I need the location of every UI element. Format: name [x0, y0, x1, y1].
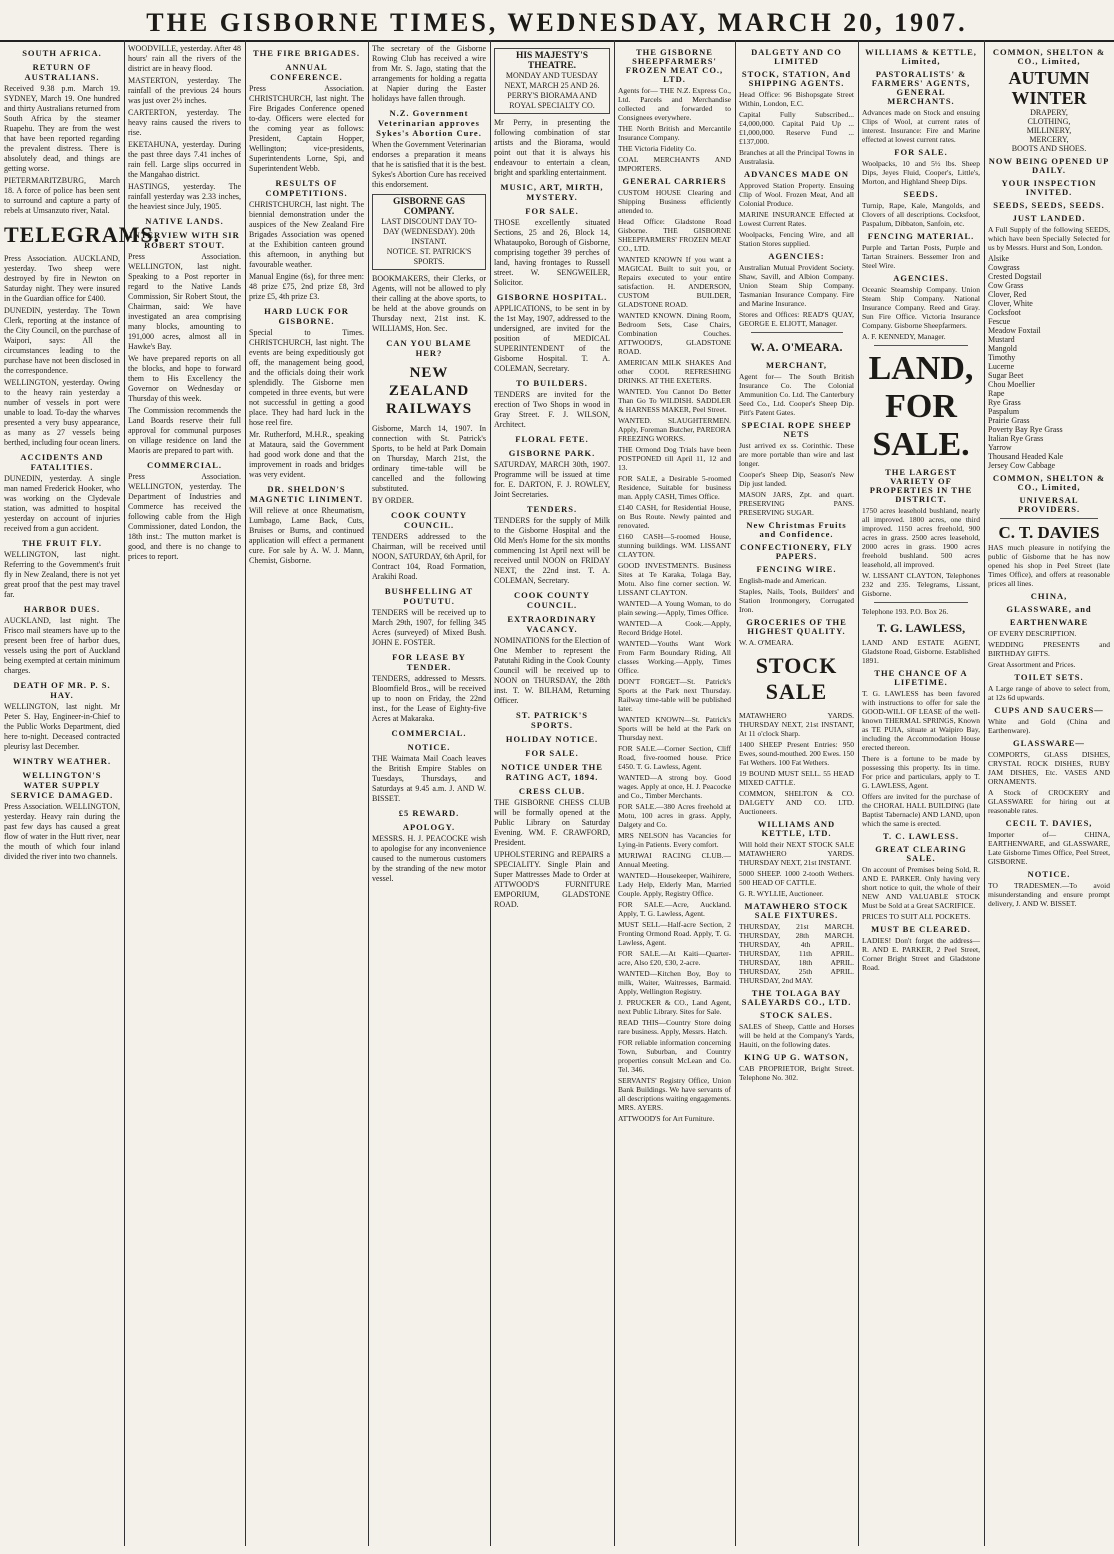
ad-text: GOOD INVESTMENTS. Business Sites at Te Karaka, Tolaga Bay, Motu. Also fine corner section. W. LISSANT CLAYTON. [618, 561, 731, 597]
headline: FLORAL FETE. [515, 434, 589, 444]
list-item: Jersey Cow Cabbage [988, 461, 1056, 470]
stock-sale-title: STOCK SALE [755, 653, 838, 704]
headline: GISBORNE HOSPITAL. [496, 292, 608, 302]
headline: SPECIAL ROPE SHEEP NETS [741, 420, 852, 439]
ad-text: £140 CASH, for Residential House, on Bus Route. Newly painted and renovated. [618, 503, 731, 530]
headline: FENCING WIRE. [756, 564, 837, 574]
list-item: Thousand Headed Kale [988, 452, 1064, 461]
land-for-sale-title: SALE. [872, 426, 970, 463]
headline: THE FIRE BRIGADES. [252, 48, 361, 58]
headline: SOUTH AFRICA. [22, 48, 102, 58]
ad-text: AMERICAN MILK SHAKES And other COOL REFRESHING DRINKS. AT THE EXETERS. [618, 358, 731, 385]
headline: NOTICE. [407, 742, 451, 752]
headline: NOTICE UNDER THE RATING ACT, 1894. [501, 762, 603, 782]
ad-text: READ THIS—Country Store doing rare business. Apply, Messrs. Hatch. [618, 1018, 731, 1036]
ad-text: Approved Station Property. Ensuing Clip of Wool. Frozen Meat, And all Colonial Produce. [739, 181, 854, 208]
column-4 [372, 44, 486, 1544]
column-rule [245, 40, 246, 1546]
headline: ACCIDENTS AND FATALITIES. [20, 452, 104, 472]
ad-text: WANTED KNOWN If you want a MAGICAL Built to suit you, or Repairs executed to your entire satisfaction. H. ANDERSON, CUSTOM BUILDER, GLADSTONE ROAD. [618, 255, 731, 309]
headline: CECIL T. DAVIES, [1005, 818, 1093, 828]
column-1 [4, 44, 161, 1544]
agent-name: T. G. LAWLESS, [876, 621, 966, 635]
ad-text: Agent for— The South British Insurance Co. The Colonial Ammunition Co. Ltd. The Canterbury Seed Co., Ltd. Cooper's Sheep Dip. Pitt's Patent Gates. [739, 372, 854, 417]
article-text: Manual Engine (6s), for three men: 48 prize £75, 2nd prize £8, 3rd prize £5, 4th prize £3. [249, 272, 364, 301]
ad-text: WANTED—Youths Want Work From Farm Boundary Riding, All classes Working.—Apply, Times Office. [618, 639, 731, 675]
list-item: Lucerne [988, 362, 1015, 371]
ad-text: Will hold their NEXT STOCK SALE MATAWHERO YARDS. THURSDAY NEXT, 21st INSTANT. [739, 840, 854, 867]
ad-text: A Stock of CROCKERY and GLASSWARE for hiring out at reasonable rates. [988, 788, 1110, 815]
article-text: UPHOLSTERING and REPAIRS a SPECIALITY. Single Plain and Super Mattresses Made to Order at ATTWOOD'S FURNITURE EMPORIUM, GLADSTONE ROAD. [494, 850, 610, 909]
headline: NATIVE LANDS. [145, 216, 224, 226]
headline: FOR SALE. [894, 147, 948, 157]
article-text: The secretary of the Gisborne Rowing Club has received a wire from Mr. S. Jago, stating that the arrangements for holding a regatta at Napier during the Easter holidays have fallen through. [372, 44, 486, 103]
list-item: Clover, Red [988, 290, 1027, 299]
headline: FOR LEASE BY TENDER. [392, 652, 466, 672]
ad-text: MARINE INSURANCE Effected at Lowest Current Rates. [739, 210, 854, 228]
ad-text: MURIWAI RACING CLUB.—Annual Meeting. [618, 851, 731, 869]
ad-text: White and Gold (China and Earthenware). [988, 717, 1110, 735]
ad-text: WEDDING PRESENTS and BIRTHDAY GIFTS. [988, 640, 1110, 658]
headline: YOUR INSPECTION INVITED. [1001, 178, 1097, 197]
goods-list [988, 108, 1110, 153]
article-text: TENDERS addressed to the Chairman, will be received until NOON, SATURDAY, 6th April, for Contract 104, Road Formation, Arakihi Road. [372, 532, 487, 581]
headline: HOLIDAY NOTICE. [505, 734, 599, 744]
section-title: NEW ZEALAND RAILWAYS [385, 365, 473, 417]
ad-text: FOR reliable information concerning Town, Suburban, and Country properties consult McLean and Co. Tel. 346. [618, 1038, 731, 1074]
list-item: Fescue [988, 317, 1011, 326]
advertisement [494, 48, 610, 114]
ad-text: £160 CASH—5-roomed House, stunning buildings. WM. LISSANT CLAYTON. [618, 532, 731, 559]
ad-text: DON'T FORGET—St. Patrick's Sports at the Park next Thursday. Railway time-table will be published later. [618, 677, 731, 713]
ad-text: FOR SALE, a Desirable 5-roomed Residence, Suitable for business man. Apply CASH, Times Office. [618, 474, 731, 501]
headline: HARBOR DUES. [23, 604, 101, 614]
list-item: Cocksfoot [988, 308, 1021, 317]
list-item: Alsike [988, 254, 1009, 263]
headline: FOR SALE. [525, 748, 579, 758]
column-7 [739, 44, 854, 1544]
ad-text: Woolpacks, Fencing Wire, and all Station Stores supplied. [739, 230, 854, 248]
merchant-name: W. A. O'MEARA. [750, 340, 843, 354]
list-item: BOOTS AND SHOES. [1011, 144, 1087, 153]
article-text: CHRISTCHURCH, last night. The biennial demonstration under the auspices of the New Zealand Fire Brigades Association was opened at the Exhibition canteen ground this afternoon, in anything but favourable weather. [249, 200, 364, 269]
headline: COMMON, SHELTON & CO., Limited, [992, 473, 1106, 492]
ad-text: Telephone 193. P.O. Box 26. [862, 607, 949, 616]
ad-text: Oceanic Steamship Company. Union Steam Ship Company. National Insurance Company. Reed and Gray. Sun Fire Office. Victoria Insurance Company. Gisborne Sheepfarmers. [862, 285, 980, 330]
ad-text: English-made and American. [739, 576, 827, 585]
list-item: Timothy [988, 353, 1016, 362]
headline: MATAWHERO STOCK SALE FIXTURES. [744, 901, 849, 920]
headline: PASTORALISTS' & FARMERS' AGENTS, GENERAL MERCHANTS. [871, 69, 971, 106]
ad-text: THE North British and Mercantile Insurance Company. [618, 124, 731, 142]
headline: INTERVIEW WITH SIR ROBERT STOUT. [129, 230, 240, 250]
headline: COMMON, SHELTON & CO., Limited, [992, 47, 1106, 66]
headline: MUSIC, ART, MIRTH, MYSTERY. [500, 182, 604, 202]
ad-text: THURSDAY, 21st MARCH. THURSDAY, 28th MARCH. THURSDAY, 4th APRIL. THURSDAY, 11th APRIL. THURSDAY, 18th APRIL. THURSDAY, 25th APRIL. THURSDAY, 2nd MAY. [739, 922, 854, 985]
article-text: Special to Times. CHRISTCHURCH, last night. The events are being expeditiously got off, the management being good, and the officials doing their work splendidly. The Gisborne men competed in three events, but were not successful in getting a good place. They had hard luck in the hose reel fire. [249, 328, 364, 427]
ad-text: FOR SALE.—380 Acres freehold at Motu, 100 acres in grass. Apply, Dalgety and Co. [618, 802, 731, 829]
headline: COOK COUNTY COUNCIL. [514, 590, 590, 610]
headline: DALGETY AND CO LIMITED [751, 47, 842, 66]
list-item: Mangold [988, 344, 1017, 353]
ad-text: W. LISSANT CLAYTON, Telephones 232 and 235. Telegrams, Lissant, Gisborne. [862, 571, 980, 598]
column-8 [862, 44, 980, 1544]
ad-text: WANTED—A strong boy. Good wages. Apply at once, H. J. Peacocke and Co., Timber Merchants. [618, 773, 731, 800]
ad-text: LADIES! Don't forget the address— R. AND E. PARKER, 2 Peel Street, Corner Bright Street and Gladstone Road. [862, 936, 980, 972]
headline: SEEDS, SEEDS, SEEDS. [993, 200, 1105, 210]
ad-text: FOR SALE.—At Kaiti—Quarter-acre, Also £20, £30, 2-acre. [618, 949, 731, 967]
headline: GREAT CLEARING SALE. [875, 844, 967, 863]
ad-text: Purple and Tartan Posts, Purple and Tartan Strainers. Bessemer Iron and Steel Wire. [862, 243, 980, 270]
divider [751, 332, 843, 333]
list-item: Yarrow [988, 443, 1012, 452]
ad-text: Woolpacks, 10 and 5½ lbs. Sheep Dips, Jeyes Fluid, Cooper's, Little's, Morton, and Highland Sheep Dips. [862, 159, 980, 186]
headline: GLASSWARE— [1013, 738, 1085, 748]
headline: STOCK SALES. [760, 1010, 833, 1020]
headline: EARTHENWARE [1009, 617, 1089, 627]
headline: CUPS AND SAUCERS— [994, 705, 1104, 715]
headline: UNIVERSAL PROVIDERS. [1017, 495, 1081, 514]
land-for-sale-title: FOR [885, 388, 957, 425]
article-text: The Commission recommends the Land Boards reserve their full approval for communal purposes on village residence on land the Maoris are prepared to part with. [128, 406, 241, 455]
headline: AGENCIES. [893, 273, 949, 283]
ad-text: Staples, Nails, Tools, Builders' and Station Ironmongery, Corrugated Iron. [739, 587, 854, 614]
headline: FENCING MATERIAL. [867, 231, 975, 241]
column-rule [490, 40, 491, 1546]
ad-text: SERVANTS' Registry Office, Union Bank Buildings. We have servants of all descriptions waiting engagements. MRS. AYERS. [618, 1076, 731, 1112]
article-text: MASTERTON, yesterday. The rainfall of the previous 24 hours was just over 2½ inches. [128, 76, 241, 105]
article-text: NOMINATIONS for the Election of One Member to represent the Patutahi Riding in the Cook County Council will be received up to NOON on THURSDAY, the 28th inst. T. W. BILHAM, Returning Officer. [494, 636, 610, 705]
ad-text: J. PRUCKER & CO., Land Agent, next Public Library. Sites for Sale. [618, 998, 731, 1016]
headline: TENDERS. [526, 504, 578, 514]
article-text: When the Government Veterinarian endorses a preparation it means that he is satisfied that it is the best. Sykes's Abortion Cure has received this endorsement. [372, 140, 486, 189]
article-text: WOODVILLE, yesterday. After 48 hours' rain all the rivers of the district are in heavy flood. [128, 44, 241, 73]
headline: MUST BE CLEARED. [871, 924, 971, 934]
headline: ST. PATRICK'S SPORTS. [515, 710, 589, 730]
column-6 [618, 44, 731, 1544]
article-text: BY ORDER. [372, 496, 414, 505]
headline: DEATH OF MR. P. S. HAY. [13, 680, 111, 700]
headline: BUSHFELLING AT POUTUTU. [384, 586, 474, 606]
ad-text: A. F. KENNEDY, Manager. [862, 332, 946, 341]
headline: GROCERIES OF THE HIGHEST QUALITY. [746, 617, 847, 636]
headline: COOK COUNTY COUNCIL. [391, 510, 467, 530]
ad-text: WANTED—Kitchen Boy, Boy to milk, Waiter, Waitresses, Barmaid. Apply, Wellington Registry. [618, 969, 731, 996]
ad-text: MUST SELL—Half-acre Section, 2 Fronting Ormond Road. Apply, T. G. Lawless, Agent. [618, 920, 731, 947]
masthead-title: THE GISBORNE TIMES, WEDNESDAY, MARCH 20, 1907. [146, 8, 968, 37]
column-rule [614, 40, 615, 1546]
ad-text: Stores and Offices: READ'S QUAY, GEORGE E. ELIOTT, Manager. [739, 310, 854, 328]
section-title: TELEGRAMS. [4, 222, 161, 247]
ad-text: MRS NELSON has Vacancies for Lying-in Patients. Every comfort. [618, 831, 731, 849]
article-text: TENDERS, addressed to Messrs. Bloomfield Bros., will be received up to noon on Friday, the 22nd inst., for the Lease of Eighty-five Acres at Makaraka. [372, 674, 486, 723]
seeds-list [988, 254, 1110, 470]
headline: TO BUILDERS. [516, 378, 588, 388]
headline: T. C. LAWLESS. [883, 831, 959, 841]
ad-text: WANTED—A Cook.—Apply, Record Bridge Hotel. [618, 619, 731, 637]
ad-text: Advances made on Stock and ensuing Clips of Wool, at current rates of interest. Insurance: Fire and Marine effected at lowest current rates. [862, 108, 980, 144]
headline: SEEDS. [903, 189, 939, 199]
ad-text: SALES of Sheep, Cattle and Horses will be held at the Company's Yards, Hauiti, on the following dates. [739, 1022, 854, 1049]
headline: THE GISBORNE SHEEPFARMERS' FROZEN MEAT CO., LTD. [625, 47, 724, 84]
list-item: Chou Moellier [988, 380, 1035, 389]
headline: WILLIAMS AND KETTLE, LTD. [757, 819, 836, 838]
article-text: APPLICATIONS, to be sent in by the 1st May, 1907, addressed to the undersigned, are invited for the position of MEDICAL SUPERINTENDENT of the Gisborne Hospital. T. A. COLEMAN, Secretary. [494, 304, 610, 373]
ad-text: T. G. LAWLESS has been favored with instructions to offer for sale the GOOD-WILL OF LEASE of the well-known THERMAL SPRINGS, Known as TE PUIA, situate at Waipiro Bay, including the Accommodation House erected thereon. [862, 689, 980, 752]
article-text: Received 9.38 p.m. March 19. SYDNEY, March 19. One hundred and thirty Australians returned from South Africa by the steamer Ruapehu. They are from the west that have been reported regarding the prevalent distress. There is absolutely dead, and things are getting worse. [4, 84, 120, 173]
ad-title: HIS MAJESTY'S THEATRE. [515, 51, 589, 71]
headline: APOLOGY. [402, 822, 456, 832]
article-text: TENDERS will be received up to March 29th, 1907, for felling 345 Acres (surveyed) of Mixed Bush. JOHN E. FOSTER. [372, 608, 486, 647]
ad-text: There is a fortune to be made by possessing this property. Its in time. For price and particulars, apply to T. G. LAWLESS, Agent. [862, 754, 980, 790]
list-item: Poverty Bay Rye Grass [988, 425, 1063, 434]
headline: N.Z. Government Veterinarian approves Sykes's Abortion Cure. [376, 108, 482, 138]
divider [874, 602, 968, 603]
ad-text: PERRY'S BIORAMA AND ROYAL SPECIALTY CO. [507, 91, 597, 110]
list-item: MERCERY, [1029, 135, 1069, 144]
article-text: HASTINGS, yesterday. The rainfall yesterday was 2.33 inches, the heaviest since July, 1905. [128, 182, 241, 211]
article-text: AUCKLAND, last night. The Frisco mail steamers have up to the present been free of harbor dues, vessels using the port of Auckland being exempted at certain minimum charges. [4, 616, 120, 675]
ad-text: OF EVERY DESCRIPTION. [988, 629, 1077, 638]
ad-text: G. R. WYLLIE, Auctioneer. [739, 889, 824, 898]
article-text: Mr Perry, in presenting the following combination of star artists and the Biorama, would point out that it is always his endeavour to entertain a clean, bright and sparkling entertainment. [494, 118, 610, 177]
ad-text: THE Ormond Dog Trials have been POSTPONED till April 11, 12 and 13. [618, 445, 731, 472]
article-text: DUNEDIN, yesterday. The Town Clerk, reporting at the instance of the City Council, on the purchase of Waipori, says: All the circumstances leading to the purchase have not been disclosed in the correspondence. [4, 306, 120, 375]
article-text: DUNEDIN, yesterday. A single man named Frederick Hooker, who was working on the Clydevale station, was admitted to hospital yesterday on account of injuries received from a gun accident. [4, 474, 120, 533]
headline: NOW BEING OPENED UP DAILY. [988, 156, 1110, 175]
headline: NOTICE. [1027, 869, 1071, 879]
list-item: Prairie Grass [988, 416, 1030, 425]
headline: HARD LUCK FOR GISBORNE. [264, 306, 349, 326]
list-item: Meadow Foxtail [988, 326, 1041, 335]
list-item: MILLINERY, [1026, 126, 1072, 135]
headline: THE LARGEST VARIETY OF PROPERTIES IN THE DISTRICT. [869, 467, 973, 504]
ad-text: COAL MERCHANTS AND IMPORTERS. [618, 155, 731, 173]
article-text: TENDERS are invited for the erection of Two Shops in wood in Gray Street. F. J. WILSON, Architect. [494, 390, 610, 429]
article-text: EKETAHUNA, yesterday. During the past three days 7.41 inches of rain fell. Large slips occurred in the Mangahao district. [128, 140, 241, 179]
headline: CHINA, [1030, 591, 1068, 601]
ad-text: WANTED—Housekeeper, Waihirere, Lady Help, Elderly Man, Married Couple. Apply, Registry Office. [618, 871, 731, 898]
ad-text: MONDAY AND TUESDAY NEXT, MARCH 25 AND 26. [504, 71, 600, 90]
ad-text: Capital Fully Subscribed...£4,000,000. Capital Paid Up ...£1,000,000. Reserve Fund ...£137,000. [739, 110, 854, 146]
ad-text: FOR SALE.—Acre, Auckland. Apply, T. G. Lawless, Agent. [618, 900, 731, 918]
headline: KING UP G. WATSON, [744, 1052, 849, 1062]
headline: ANNUAL CONFERENCE. [270, 62, 343, 82]
winter-title: WINTER [1011, 88, 1087, 108]
ad-text: Head Office: 96 Bishopsgate Street Within, London, E.C. [739, 90, 854, 108]
headline: WILLIAMS & KETTLE, Limited, [865, 47, 977, 66]
ad-text: TO TRADESMEN.—To avoid misunderstanding and ensure prompt delivery, J. AND W. BISSET. [988, 881, 1110, 908]
ad-text: Head Office: Gladstone Road Gisborne. THE GISBORNE SHEEPFARMERS' FROZEN MEAT CO., LTD. [618, 217, 731, 253]
ad-text: A Large range of above to select from, at 12s 6d upwards. [988, 684, 1110, 702]
headline: MERCHANT, [765, 360, 828, 370]
article-text: WELLINGTON, last night. Mr Peter S. Hay, Engineer-in-Chief to the Public Works Department, died here to-night. Deceased contracted pleurisy last December. [4, 702, 120, 751]
headline: GISBORNE PARK. [508, 448, 596, 458]
headline: CONFECTIONERY, FLY PAPERS. [740, 542, 853, 561]
list-item: Crested Dogstail [988, 272, 1042, 281]
article-text: Press Association. WELLINGTON, yesterday. Heavy rain during the past few days has caused a great flow of water in the Hutt river, near the mouth of which four inland divided the river into two channels. [4, 802, 120, 861]
headline: WELLINGTON'S WATER SUPPLY SERVICE DAMAGED. [10, 770, 114, 800]
article-text: Press Association. WELLINGTON, yesterday. The Department of Industries and Commerce has received the following cable from the High Commissioner, dated London, the 18th inst.: The mutton market is good, and there is no change to prices to report. [128, 472, 241, 561]
ad-text: COMMON, SHELTON & CO. DALGETY AND CO. LTD. Auctioneers. [739, 789, 854, 816]
ad-text: Australian Mutual Provident Society. Shaw, Savill, and Albion Company. Union Steam Ship Company. Tasmanian Insurance Company. Fire and Marine Insurance. [739, 263, 854, 308]
ad-text: 19 BOUND MUST SELL. 55 HEAD MIXED CATTLE. [739, 769, 854, 787]
article-text: We have prepared reports on all the blocks, and hope to forward them to His Excellency the Governor on Wednesday or Thursday of this week. [128, 354, 241, 403]
headline: EXTRAORDINARY VACANCY. [507, 614, 597, 634]
ad-text: FOR SALE.—Corner Section, Cliff Road, five-roomed house. Price £450. T. G. Lawless, Agent. [618, 744, 731, 771]
column-rule [858, 40, 859, 1546]
column-2 [128, 44, 241, 1544]
land-for-sale-title: LAND, [868, 350, 974, 387]
list-item: CLOTHING, [1027, 117, 1071, 126]
ad-text: COMPORTS, GLASS DISHES, CRYSTAL ROCK DISHES, RUBY JAM DISHES, Etc. VASES AND ORNAMENTS. [988, 750, 1110, 786]
list-item: Mustard [988, 335, 1015, 344]
autumn-title: AUTUMN [1008, 68, 1090, 88]
article-text: Press Association. CHRISTCHURCH, last night. The Fire Brigades Conference opened to-day. Officers were elected for the coming year as follows: President, Captain Hopper, Wellington; vice-presidents, Superintendents Lorne, Spi, and Superintendent Webb. [249, 84, 364, 173]
ad-text: MASON JARS, Zpt. and quart. PRESERVING PANS. PRESERVING SUGAR. [739, 490, 854, 517]
column-rule [124, 40, 125, 1546]
ad-text: HAS much pleasure in notifying the public of Gisborne that he has now opened his shop in Peel Street (late Times Office), and offers at reasonable prices all lines. [988, 543, 1110, 588]
headline: JUST LANDED. [1012, 213, 1086, 223]
ad-text: LAND AND ESTATE AGENT, Gladstone Road, Gisborne. Established 1891. [862, 638, 980, 665]
headline: CAN YOU BLAME HER? [386, 338, 472, 358]
divider [1000, 518, 1098, 519]
article-text: Gisborne, March 14, 1907. In connection with St. Patrick's Sports, to be held at Park Domain on Thursday, March 21st, the ordinary time-table will be cancelled and the following substituted. [372, 424, 486, 493]
ad-text: Just arrived ex ss. Corinthic. These are more portable than wire and last longer. [739, 441, 854, 468]
article-text: THE GISBORNE CHESS CLUB will be formally opened at the Public Library on Saturday Evening. WM. F. CRAWFORD, President. [494, 798, 610, 847]
headline: RESULTS OF COMPETITIONS. [265, 178, 348, 198]
masthead [0, 0, 1114, 42]
headline: AGENCIES: [768, 251, 825, 261]
list-item: Sugar Beet [988, 371, 1024, 380]
headline: RETURN OF AUSTRALIANS. [24, 62, 100, 82]
ad-text: Cooper's Sheep Dip, Season's New Dip just landed. [739, 470, 854, 488]
ad-text: Great Assortment and Prices. [988, 660, 1076, 669]
article-text: THE Waimata Mail Coach leaves the British Empire Stables on Tuesdays, Thursdays, and Saturdays at 9.45 a.m. J. AND W. BISSET. [372, 754, 486, 803]
headline: THE FRUIT FLY. [21, 538, 103, 548]
ad-text: On account of Premises being Sold, R. AND E. PARKER. Only having very short notice to quit, the whole of their NEW AND VALUABLE STOCK Must be Sold at a Great SACRIFICE. [862, 865, 980, 910]
article-text: SATURDAY, MARCH 30th, 1907. Programme will be issued at time for. E. DARTON, F. J. ROWLEY, Joint Secretaries. [494, 460, 610, 499]
advertisement [372, 194, 486, 270]
article-text: WELLINGTON, yesterday. Owing to the heavy rain yesterday a number of vessels in port were unable to load. To-day the wharves presented a very busy appearance, as many as 27 vessels being berthed, including four ocean liners. [4, 378, 120, 447]
headline: COMMERCIAL. [391, 728, 467, 738]
headline: GENERAL CARRIERS [622, 176, 727, 186]
ad-text: WANTED. SLAUGHTERMEN. Apply, Foreman Butcher, PAREORA FREEZING WORKS. [618, 416, 731, 443]
ad-text: CUSTOM HOUSE Clearing and Shipping Business efficiently attended to. [618, 188, 731, 215]
ad-text: Turnip, Rape, Kale, Mangolds, and Clovers of all descriptions. Cocksfoot, Paspalum, Dibbaton, Sanfoin, etc. [862, 201, 980, 228]
headline: ADVANCES MADE ON [743, 169, 850, 179]
column-9 [988, 44, 1110, 1544]
list-item: DRAPERY, [1030, 108, 1068, 117]
ad-text: Agents for— THE N.Z. Express Co., Ltd. Parcels and Merchandise collected and forwarded to Consignees everywhere. [618, 86, 731, 122]
column-rule [735, 40, 736, 1546]
article-text: Will relieve at once Rheumatism, Lumbago, Lame Back, Cuts, Bruises or Burns, and continued application will effect a permanent cure. For sale by A. W. J. Mann, Chemist, Gisborne. [249, 506, 364, 565]
article-text: WELLINGTON, last night. Referring to the Government's fruit fly in New Zealand, there is not yet great proof that the pest may travel far. [4, 550, 120, 599]
ad-text: W. A. O'MEARA. [739, 638, 794, 647]
article-text: CARTERTON, yesterday. The heavy rains caused the rivers to rise. [128, 108, 241, 137]
ad-text: THE Victoria Fidelity Co. [618, 144, 697, 153]
headline: STOCK, STATION, And SHIPPING AGENTS. [741, 69, 852, 88]
ad-text: WANTED. You Cannot Do Better Than Go To WILDISH. SADDLER & HARNESS MAKER, Peel Street. [618, 387, 731, 414]
column-rule [984, 40, 985, 1546]
list-item: Rye Grass [988, 398, 1021, 407]
article-text: MESSRS. H. J. PEACOCKE wish to apologise for any inconvenience caused to the numerous customers by the stranding of the new motor vessel. [372, 834, 486, 883]
headline: New Christmas Fruits and Confidence. [746, 520, 847, 539]
ad-text: 5000 SHEEP. 1000 2-tooth Wethers. 500 HEAD OF CATTLE. [739, 869, 854, 887]
headline: COMMERCIAL. [147, 460, 222, 470]
ad-text: WANTED KNOWN—St. Patrick's Sports will be held at the Park on Thursday next. [618, 715, 731, 742]
ad-text: WANTED KNOWN. Dining Room, Bedroom Sets, Case Chairs, Combination Couches. ATTWOOD'S, GLADSTONE ROAD. [618, 311, 731, 356]
merchant-name: C. T. DAVIES [998, 523, 1100, 542]
ad-text: Importer of— CHINA, EARTHENWARE, and GLASSWARE, Late Gisborne Times Office, Peel Street, GISBORNE. [988, 830, 1110, 866]
ad-text: Branches at all the Principal Towns in Australasia. [739, 148, 854, 166]
ad-title: GISBORNE GAS COMPANY. [392, 197, 466, 217]
article-text: THOSE excellently situated Sections, 25 and 26, Block 14, Whataupoko, Borough of Gisborne, comprising together 39 perches of land, having frontages to Russell street. W. SENGWEILER, Solicitor. [494, 218, 610, 287]
list-item: Rape [988, 389, 1005, 398]
ad-text: NOTICE. ST. PATRICK'S SPORTS. [386, 247, 472, 266]
headline: FOR SALE. [525, 206, 579, 216]
list-item: Cow Grass [988, 281, 1024, 290]
divider [874, 345, 968, 346]
column-3 [249, 44, 364, 1544]
ad-text: CAB PROPRIETOR, Bright Street. Telephone No. 302. [739, 1064, 854, 1082]
headline: THE TOLAGA BAY SALEYARDS CO., LTD. [741, 988, 852, 1007]
headline: CRESS CLUB. [518, 786, 586, 796]
article-text: Press Association. AUCKLAND, yesterday. Two sheep were destroyed by fire in Newton on Saturday night. They were insured in the Guardian office for £400. [4, 254, 120, 303]
ad-text: 1750 acres leasehold bushland, nearly all improved. 1800 acres, one third improved. 1150 acres freehold, 900 acres in grass. 2500 acres leasehold, 2000 acres in grass. 1900 acres freehold bushland. 500 acres leasehold, all improved. [862, 506, 980, 569]
article-text: TENDERS for the supply of Milk to the Gisborne Hospital and the Old Men's Home for the six months commencing 1st April next will be received until NOON on FRIDAY NEXT, the 22nd inst. T. A. COLEMAN, Secretary. [494, 516, 610, 585]
ad-text: WANTED—A Young Woman, to do plain sewing.—Apply, Times Office. [618, 599, 731, 617]
headline: THE CHANCE OF A LIFETIME. [874, 668, 968, 687]
article-text: Press Association. WELLINGTON, last night. Speaking to a Post reporter in regard to the Native Lands Commission, Sir Robert Stout, the Chairman, said: We have investigated an area comprising many blocks, amounting to 191,000 acres, almost all in Hawke's Bay. [128, 252, 241, 351]
article-text: Mr. Rutherford, M.H.R., speaking at Mataura, said the Government had good work done and that the improvement in roads and bridges was very evident. [249, 430, 364, 479]
headline: WINTRY WEATHER. [12, 756, 112, 766]
headline: TOILET SETS. [1014, 672, 1084, 682]
column-5 [494, 44, 610, 1544]
headline: DR. SHELDON'S MAGNETIC LINIMENT. [249, 484, 364, 504]
article-text: PIETERMARITZBURG, March 18. A force of police has been sent to surround and capture a party of rebels at Umsanzuto river, Natal. [4, 176, 120, 215]
list-item: Clover, White [988, 299, 1033, 308]
ad-text: PRICES TO SUIT ALL POCKETS. [862, 912, 971, 921]
ad-text: ATTWOOD'S for Art Furniture. [618, 1114, 715, 1123]
ad-text: A Full Supply of the following SEEDS, which have been Specially Selected for us by Messrs. Hurst and Son, London. [988, 225, 1110, 252]
list-item: Italian Rye Grass [988, 434, 1044, 443]
column-rule [368, 40, 369, 1546]
article-text: BOOKMAKERS, their Clerks, or Agents, will not be allowed to ply their calling at the above sports, to be held at the above grounds on Thursday next, 21st inst. K. WILLIAMS, Hon. Sec. [372, 274, 486, 333]
list-item: Paspalum [988, 407, 1020, 416]
ad-text: LAST DISCOUNT DAY TO-DAY (WEDNESDAY). 20th INSTANT. [381, 217, 477, 246]
headline: GLASSWARE, and [1006, 604, 1092, 614]
ad-text: 1400 SHEEP Present Entries: 950 Ewes, sound-mouthed. 200 Ewes. 150 Fat Wethers. 100 Fat Wethers. [739, 740, 854, 767]
headline: £5 REWARD. [398, 808, 460, 818]
list-item: Cowgrass [988, 263, 1020, 272]
ad-text: MATAWHERO YARDS. THURSDAY NEXT, 21st INSTANT, At 11 o'clock Sharp. [739, 711, 854, 738]
ad-text: Offers are invited for the purchase of the CHORAL HALL BUILDING (late Baptist Tabernacle) AND LAND, upon which the same is erected. [862, 792, 980, 828]
